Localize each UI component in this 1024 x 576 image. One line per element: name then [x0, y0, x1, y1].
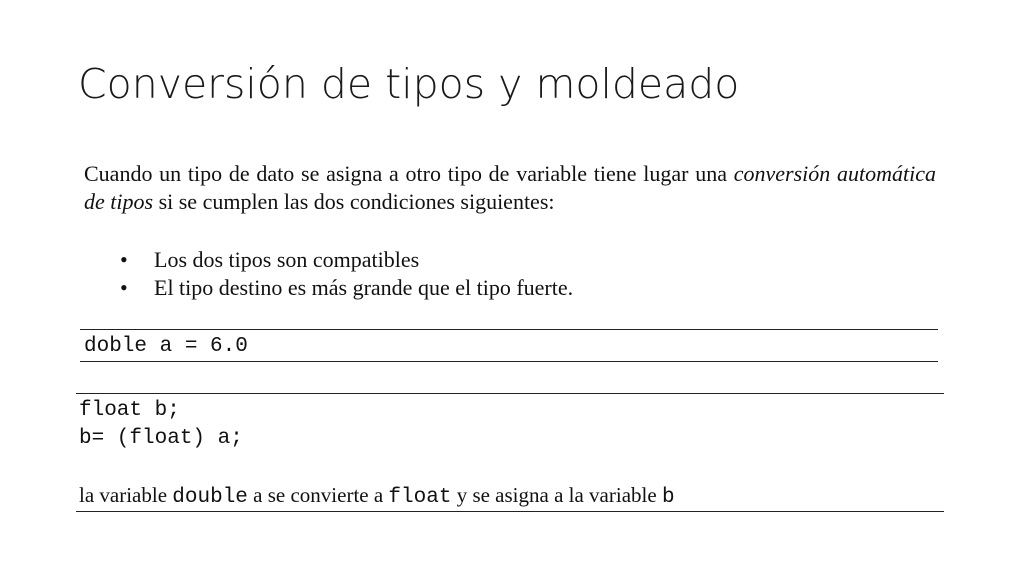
divider [76, 511, 944, 512]
divider [76, 393, 944, 394]
inline-code: float [388, 486, 452, 509]
list-item [116, 246, 573, 274]
inline-code: double [172, 486, 248, 509]
bullet-icon: • [120, 275, 128, 300]
condition-text: El tipo destino es más grande que el tipo fuerte. [154, 275, 574, 300]
explanation-part: y se asigna a la variable [451, 483, 662, 507]
explanation-part: a se convierte a [247, 483, 389, 507]
intro-text-end: si se cumplen las dos condiciones siguientes: [153, 189, 555, 214]
condition-text: Los dos tipos son compatibles [154, 247, 420, 272]
explanation-part: la variable [79, 483, 173, 507]
intro-paragraph [84, 160, 936, 216]
slide-title: Conversión de tipos y moldeado [78, 60, 740, 108]
intro-emphasis: conversión automática de tipos [84, 161, 936, 214]
intro-text-start: Cuando un tipo de dato se asigna a otro tipo de variable tiene lugar una [84, 161, 734, 186]
list-item [116, 274, 573, 302]
divider [80, 329, 938, 330]
explanation-text [79, 481, 675, 512]
inline-code: b [661, 486, 675, 509]
divider [80, 361, 938, 362]
conditions-list [116, 246, 573, 302]
bullet-icon: • [120, 247, 128, 272]
code-line: float b; [79, 399, 180, 422]
code-line: doble a = 6.0 [84, 335, 248, 358]
code-line: b= (float) a; [79, 427, 243, 450]
